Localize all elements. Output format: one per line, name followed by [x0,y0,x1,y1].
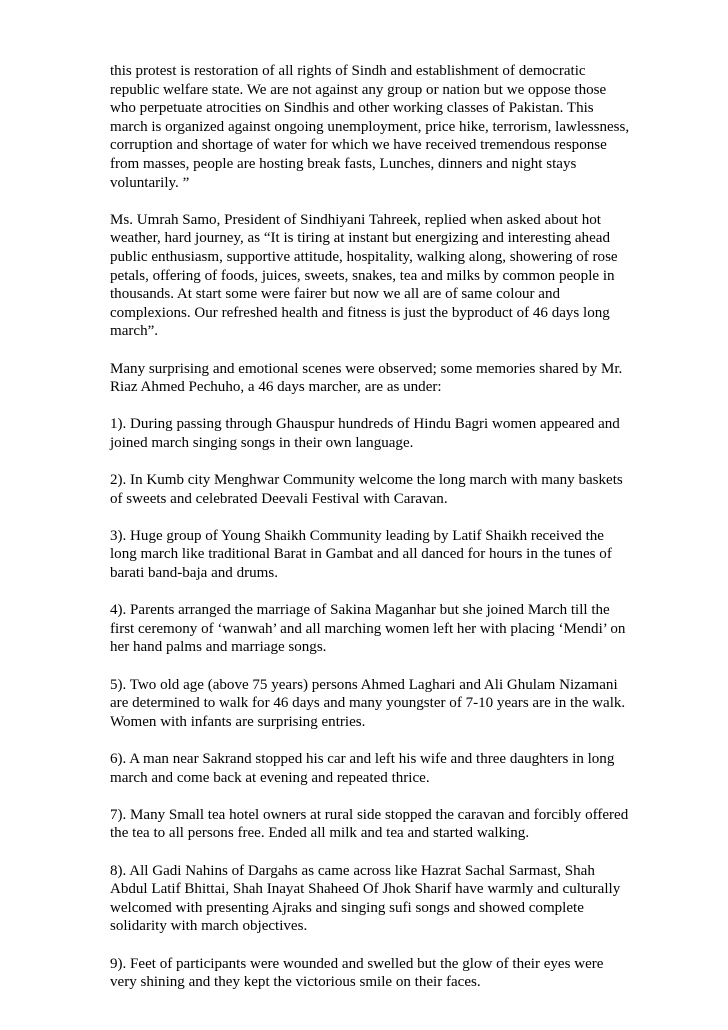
text-line: are determined to walk for 46 days and many youngster of 7-10 years are in the walk. [110,695,626,712]
text-line: Women with infants are surprising entries. [110,713,366,730]
text-line: thousands. At start some were fairer but now we all are of same colour and [110,286,561,303]
text-line: long march like traditional Barat in Gambat and all danced for hours in the tunes of [110,546,612,563]
text-line: 8). All Gadi Nahins of Dargahs as came across like Hazrat Sachal Sarmast, Shah [110,862,595,879]
text-line: 4). Parents arranged the marriage of Sakina Maganhar but she joined March till the [110,602,610,619]
text-line: Abdul Latif Bhittai, Shah Inayat Shaheed Of Jhok Sharif have warmly and culturally [110,881,621,898]
list-item-1 [110,415,630,452]
list-item-8 [110,862,630,936]
paragraph-intro-continuation [110,62,630,192]
text-line: complexions. Our refreshed health and fitness is just the byproduct of 46 days long [110,304,610,321]
paragraph-umrah-samo-quote [110,211,630,341]
text-line: solidarity with march objectives. [110,918,308,935]
text-line: this protest is restoration of all rights of Sindh and establishment of democratic [110,63,586,79]
text-line: march is organized against ongoing unemployment, price hike, terrorism, lawlessness, [110,118,630,135]
list-item-3 [110,527,630,583]
text-line: Riaz Ahmed Pechuho, a 46 days marcher, are as under: [110,379,442,396]
text-line: barati band-baja and drums. [110,565,278,582]
text-line: Ms. Umrah Samo, President of Sindhiyani Tahreek, replied when asked about hot [110,211,601,228]
text-line: from masses, people are hosting break fasts, Lunches, dinners and night stays [110,155,577,172]
list-item-5 [110,676,630,732]
text-line: welcomed with presenting Ajraks and singing sufi songs and showed complete [110,899,584,916]
text-line: 1). During passing through Ghauspur hundreds of Hindu Bagri women appeared and [110,416,620,433]
text-line: 7). Many Small tea hotel owners at rural side stopped the caravan and forcibly offered [110,806,629,823]
list-item-6 [110,750,630,787]
text-line: 9). Feet of participants were wounded and swelled but the glow of their eyes were [110,955,604,972]
text-line: 5). Two old age (above 75 years) persons Ahmed Laghari and Ali Ghulam Nizamani [110,676,618,693]
text-line: of sweets and celebrated Deevali Festival with Caravan. [110,490,448,507]
list-item-4 [110,601,630,657]
list-item-7 [110,806,630,843]
paragraph-scenes-intro [110,360,630,397]
document-page [110,62,630,992]
text-line: weather, hard journey, as “It is tiring at instant but energizing and interesting ahead [110,230,610,247]
text-line: Many surprising and emotional scenes were observed; some memories shared by Mr. [110,360,623,377]
text-line: first ceremony of ‘wanwah’ and all marching women left her with placing ‘Mendi’ on [110,620,626,637]
text-line: march and come back at evening and repeated thrice. [110,769,430,786]
list-item-9 [110,955,630,992]
text-line: 6). A man near Sakrand stopped his car and left his wife and three daughters in long [110,750,615,767]
text-line: march”. [110,323,159,340]
text-line: voluntarily. ” [110,174,190,191]
text-line: corruption and shortage of water for which we have received tremendous response [110,137,607,154]
text-line: the tea to all persons free. Ended all milk and tea and started walking. [110,825,530,842]
text-line: joined march singing songs in their own language. [110,434,414,451]
text-line: her hand palms and marriage songs. [110,639,327,656]
text-line: republic welfare state. We are not against any group or nation but we oppose those [110,81,607,98]
text-line: 3). Huge group of Young Shaikh Community leading by Latif Shaikh received the [110,527,604,544]
list-item-2 [110,471,630,508]
text-line: who perpetuate atrocities on Sindhis and other working classes of Pakistan. This [110,100,594,117]
text-line: 2). In Kumb city Menghwar Community welcome the long march with many baskets [110,472,623,489]
text-line: public enthusiasm, supportive attitude, hospitality, walking along, showering of rose [110,248,618,265]
text-line: petals, offering of foods, juices, sweets, snakes, tea and milks by common people in [110,267,615,284]
text-line: very shining and they kept the victorious smile on their faces. [110,974,481,991]
